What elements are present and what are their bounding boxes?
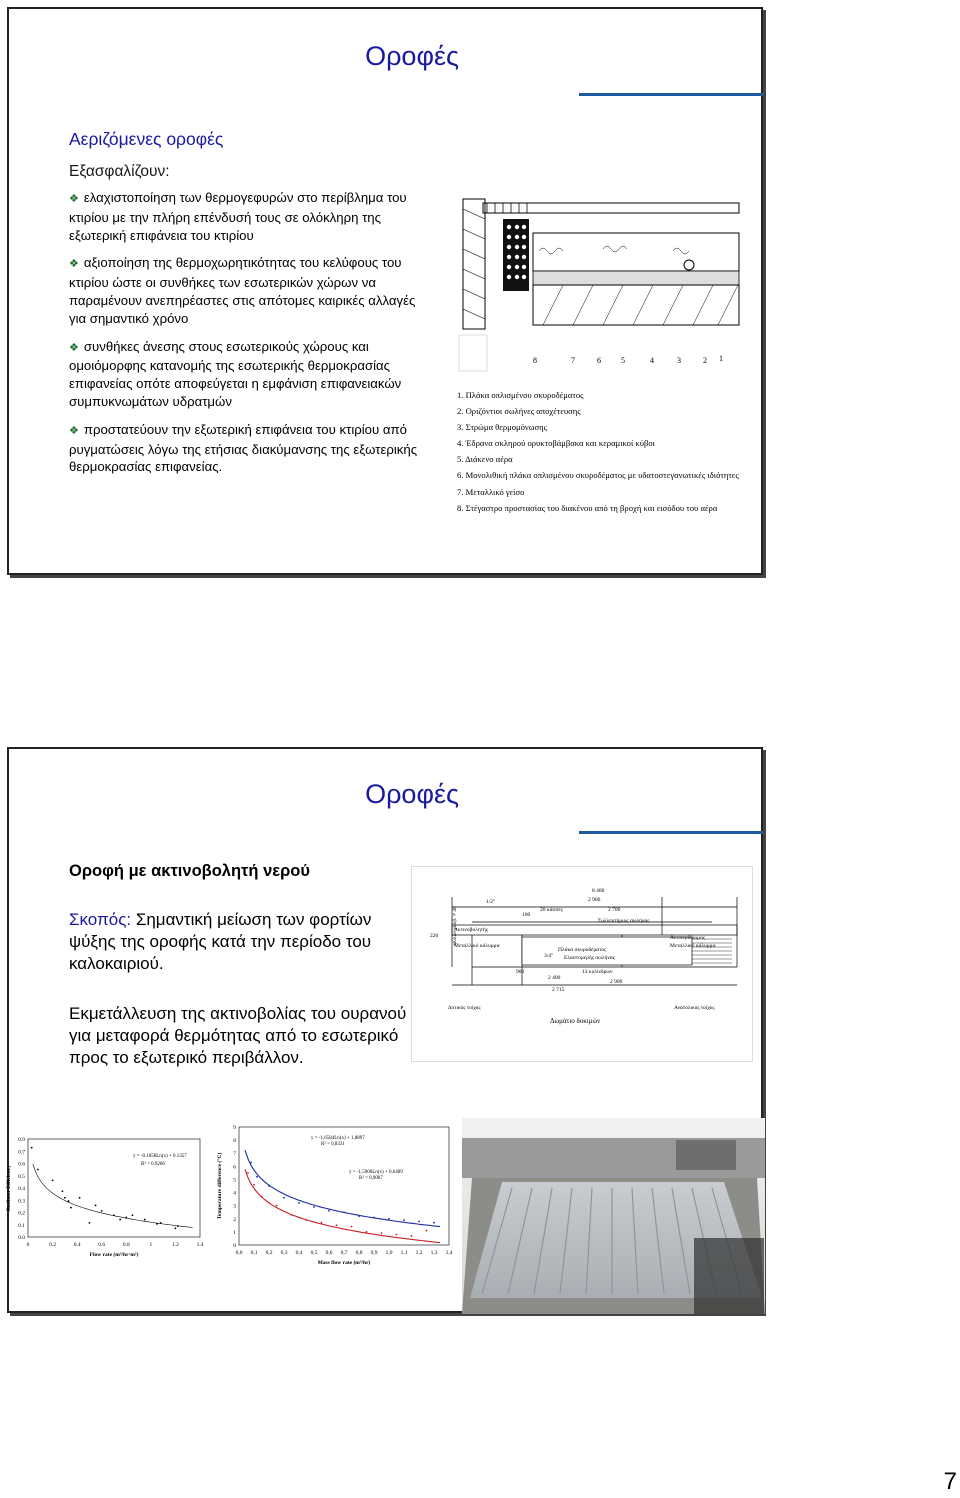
goal-label: Σκοπός: [69,910,132,929]
x-tick-label: 1 [149,1242,153,1248]
dimension-label: 1/2" [486,899,496,905]
data-point [125,1217,127,1219]
legend-item: 4. Έδρανα σκληρού ορυκτοβάμβακα και κεραμικοί κύβοι [457,438,655,449]
intro-text: Εξασφαλίζουν: [69,163,170,180]
y-tick-label: 0.9 [18,1137,25,1143]
trendline-equation: R² = 0,8331 [321,1142,345,1147]
plan-label: Δυτικός τοίχος [448,1005,481,1011]
section-drawing-svg [453,179,745,387]
trendline-equation: R² = 0.9206 [141,1162,165,1167]
data-point [336,1224,338,1226]
slide-water-radiator-roof [7,747,763,1313]
drawing-number: 4 [650,356,654,365]
data-point [366,1231,368,1233]
x-tick-label: 1,4 [445,1250,453,1256]
dimension-label: 2 715 [552,987,565,993]
y-tick-label: 2 [233,1216,236,1223]
data-point [313,1206,315,1208]
data-point [256,1176,258,1178]
dimension-label: 2 900 [588,897,601,903]
x-tick-label: 0,8 [355,1250,363,1256]
x-tick-label: 1,2 [415,1250,423,1256]
data-point [276,1205,278,1207]
y-tick-label: 0.2 [18,1210,25,1217]
plan-label: Μεταλλικό κάλυμμα [454,943,500,949]
section-heading: Οροφή με ακτινοβολητή νερού [69,862,310,880]
data-point [306,1219,308,1221]
dimension-label: 20 κάσσες [540,907,563,913]
plan-drawing-svg [412,867,752,1061]
drawing-legend [457,387,757,516]
data-point [101,1210,103,1212]
list-item: ❖ συνθήκες άνεσης στους εσωτερικούς χώρους και ομοιόμορφης κατανομής της εσωτερικής θερμοκρασίας επιφανείας οπότε αποφεύγεται η εμφάνιση επιφανειακών συμπυκνωμάτων υδρατμών [69,338,402,409]
data-point [381,1232,383,1234]
y-tick-label: 0.3 [18,1198,25,1205]
data-point [156,1223,158,1225]
legend-item: 1. Πλάκα οπλισμένου σκυροδέματος [457,390,584,400]
trendline-equation: y = -0.1658Ln(x) + 0.1357 [133,1154,187,1159]
slide-ventilated-roofs [7,7,763,575]
data-point [89,1222,91,1224]
diamond-bullet-icon: ❖ [69,258,79,271]
diamond-bullet-icon: ❖ [69,341,79,354]
plan-label: Μεταλλικό κάλυμμα [670,943,716,949]
y-axis-label: Temperature difference (°C) [217,1152,223,1220]
data-point [132,1214,134,1216]
plan-label: Ακτινοβολητής [454,927,488,933]
section-heading: Αεριζόμενες οροφές [69,129,224,149]
x-axis-label: Flow rate (m³/hr·m²) [89,1252,139,1258]
drawing-number: 2 [703,356,707,365]
list-item: ❖ αξιοποίηση της θερμοχωρητικότητας του κελύφους του κτιρίου ώστε οι συνθήκες των εσωτερικών χώρων να παραμένουν ανεπηρέαστες στις απότομες καιρικές αλλαγές για σημαντικό χρόνο [69,255,416,326]
legend-item: 7. Μεταλλικό γείσο [457,486,525,497]
roof-section-drawing [453,179,745,387]
data-point [403,1219,405,1221]
drawing-number: 1 [719,354,723,363]
x-tick-label: 0,0 [235,1250,243,1256]
data-point [144,1219,146,1221]
temperature-difference-chart-svg [219,1117,459,1272]
y-axis-label: Radiator Efficiency [6,1165,12,1211]
data-point [160,1222,162,1224]
dimension-label: 900 [516,969,525,975]
data-point [283,1197,285,1199]
slide-title: Οροφές [365,41,459,71]
plan-label: Ελαστομερής σωλήνας [564,955,615,961]
x-tick-label: 0.2 [49,1242,57,1248]
x-tick-label: 0,3 [280,1250,288,1256]
page-number: 7 [943,1468,957,1495]
x-tick-label: 1.2 [171,1242,179,1248]
x-tick-label: 0,1 [250,1250,258,1256]
drawing-number: 5 [621,356,625,365]
drawing-number: 7 [571,356,575,365]
data-point [68,1200,70,1202]
drawing-number: 8 [533,356,537,365]
x-tick-label: 0 [26,1242,30,1248]
plan-label: Συλλεκτήριος σωλήνας [598,918,650,924]
x-tick-label: 0,2 [265,1250,273,1256]
photo-svg [462,1118,765,1314]
data-point [177,1225,179,1227]
y-tick-label: 3 [233,1203,236,1210]
y-tick-label: 0.4 [18,1186,25,1192]
x-tick-label: 0.8 [122,1242,130,1248]
data-point [411,1235,413,1237]
data-point [31,1147,33,1149]
data-point [418,1221,420,1223]
data-point [358,1215,360,1217]
diamond-bullet-icon: ❖ [69,193,79,205]
data-point [113,1214,115,1216]
dimension-label: 2 700 [608,907,621,913]
data-point [261,1196,263,1198]
roof-radiator-photo [462,1118,765,1314]
legend-item: 2. Οριζόντιοι σωλήνες αποχέτευσης [457,406,581,417]
x-tick-label: 0,4 [295,1250,303,1256]
data-point [52,1179,54,1181]
y-tick-label: 8 [233,1138,236,1145]
data-point [343,1211,345,1213]
plan-label: Αντιπερίδρομος [670,935,706,941]
y-tick-label: 0.5 [18,1173,25,1180]
x-axis-label: Mass flow rate (m³/hr) [317,1260,371,1266]
y-tick-label: 5 [233,1177,236,1184]
title-divider [579,831,763,834]
data-point [268,1185,270,1187]
data-point [396,1234,398,1236]
data-point [298,1202,300,1204]
data-point [95,1205,97,1207]
efficiency-chart-svg [6,1127,209,1262]
x-tick-label: 0.4 [73,1242,81,1248]
y-tick-label: 9 [233,1125,236,1131]
data-point [373,1217,375,1219]
plan-label: Ανατολικός τοίχος [674,1005,715,1011]
data-point [175,1227,177,1229]
y-tick-label: 7 [233,1151,236,1158]
y-tick-label: 0 [233,1243,236,1249]
dimension-label: 13 κυλίνδρων [582,969,613,975]
benefits-list [69,189,429,486]
list-item: ❖ ελαχιστοποίηση των θερμογεφυρών στο περίβλημα του κτιρίου με την πλήρη επένδυσή τους σε ολόκληρη της εξωτερική επιφάνεια του κτιρίου [69,190,407,243]
description-text: Εκμετάλλευση της ακτινοβολίας του ουρανού για μεταφορά θερμότητας από το εσωτερικό προς το εξωτερικό περιβάλλον. [69,1004,407,1067]
data-point [62,1190,64,1192]
x-tick-label: 0,7 [340,1250,348,1256]
data-point [70,1207,72,1209]
legend-item: 5. Διάκενο αέρα [457,454,513,465]
data-point [253,1184,255,1186]
trendline-equation: R² = 0,9087 [359,1176,383,1181]
radiator-plan-drawing [411,866,753,1062]
data-point [388,1218,390,1220]
x-tick-label: 1,1 [400,1250,408,1256]
x-tick-label: 0,6 [325,1250,333,1256]
data-point [321,1222,323,1224]
temperature-difference-chart [219,1117,459,1272]
x-tick-label: 0,5 [310,1250,318,1256]
data-point [64,1197,66,1199]
x-tick-label: 1.4 [196,1242,204,1248]
data-point [250,1162,252,1164]
legend-item: 6. Μονολιθική πλάκα οπλισμένου σκυροδέματος με υδατοστεγανωτικές ιδιότητες [457,470,739,481]
data-point [37,1169,39,1171]
legend-item: 8. Στέγαστρο προστασίας του διακένου από τη βροχή και εισόδου του αέρα [457,502,718,513]
plan-label: Δωμάτιο δοκιμών [550,1017,601,1025]
dimension-label: 3/4" [544,953,554,959]
trendline-equation: y = -1,5906Ln(x) + 0,6489 [349,1170,403,1175]
dimension-label: φύλλο γαλβ. ≠ 40 [452,906,458,945]
x-tick-label: 0.6 [98,1242,106,1248]
y-tick-label: 1 [233,1229,236,1236]
title-divider [579,93,763,96]
x-tick-label: 0,9 [370,1250,378,1256]
legend-item: 3. Στρώμα θερμομόνωσης [457,422,547,433]
dimension-label: 2 900 [610,979,623,985]
y-tick-label: 0.1 [18,1222,25,1229]
trendline-equation: y = -1,6584Ln(x) + 1,8897 [311,1136,365,1141]
goal-text: Σκοπός: Σημαντική μείωση των φορτίων ψύξης της οροφής κατά την περίοδο του καλοκαιριού. [69,910,372,973]
data-point [247,1172,249,1174]
y-tick-label: 4 [233,1190,236,1197]
x-tick-label: 1,0 [385,1250,393,1256]
drawing-number: 3 [677,356,681,365]
y-tick-label: 6 [233,1164,236,1171]
dimension-label: 100 [522,912,531,918]
x-tick-label: 1,3 [430,1250,438,1256]
plan-label: Πλάκα σκυροδέματος [558,947,607,953]
data-point [291,1214,293,1216]
data-point [79,1197,81,1199]
y-tick-label: 0.0 [18,1235,25,1241]
drawing-number: 6 [597,356,601,365]
efficiency-chart [6,1127,209,1262]
slide-title: Οροφές [365,779,459,809]
diamond-bullet-icon: ❖ [69,424,79,437]
y-tick-label: 0.6 [18,1161,25,1168]
list-item: ❖ προστατεύουν την εξωτερική επιφάνεια του κτιρίου από ρυγματώσεις λόγω της ετήσιας διακύμανσης της εξωτερικής θερμοκρασίας επιφανείας. [69,421,418,475]
y-tick-label: 0.7 [18,1149,25,1156]
dimension-label: 2 400 [548,975,561,981]
dimension-label: 8 400 [592,888,605,894]
dimension-label: 220 [430,933,439,939]
data-point [433,1222,435,1224]
data-point [351,1226,353,1228]
data-point [426,1230,428,1232]
data-point [328,1210,330,1212]
data-point [119,1219,121,1221]
